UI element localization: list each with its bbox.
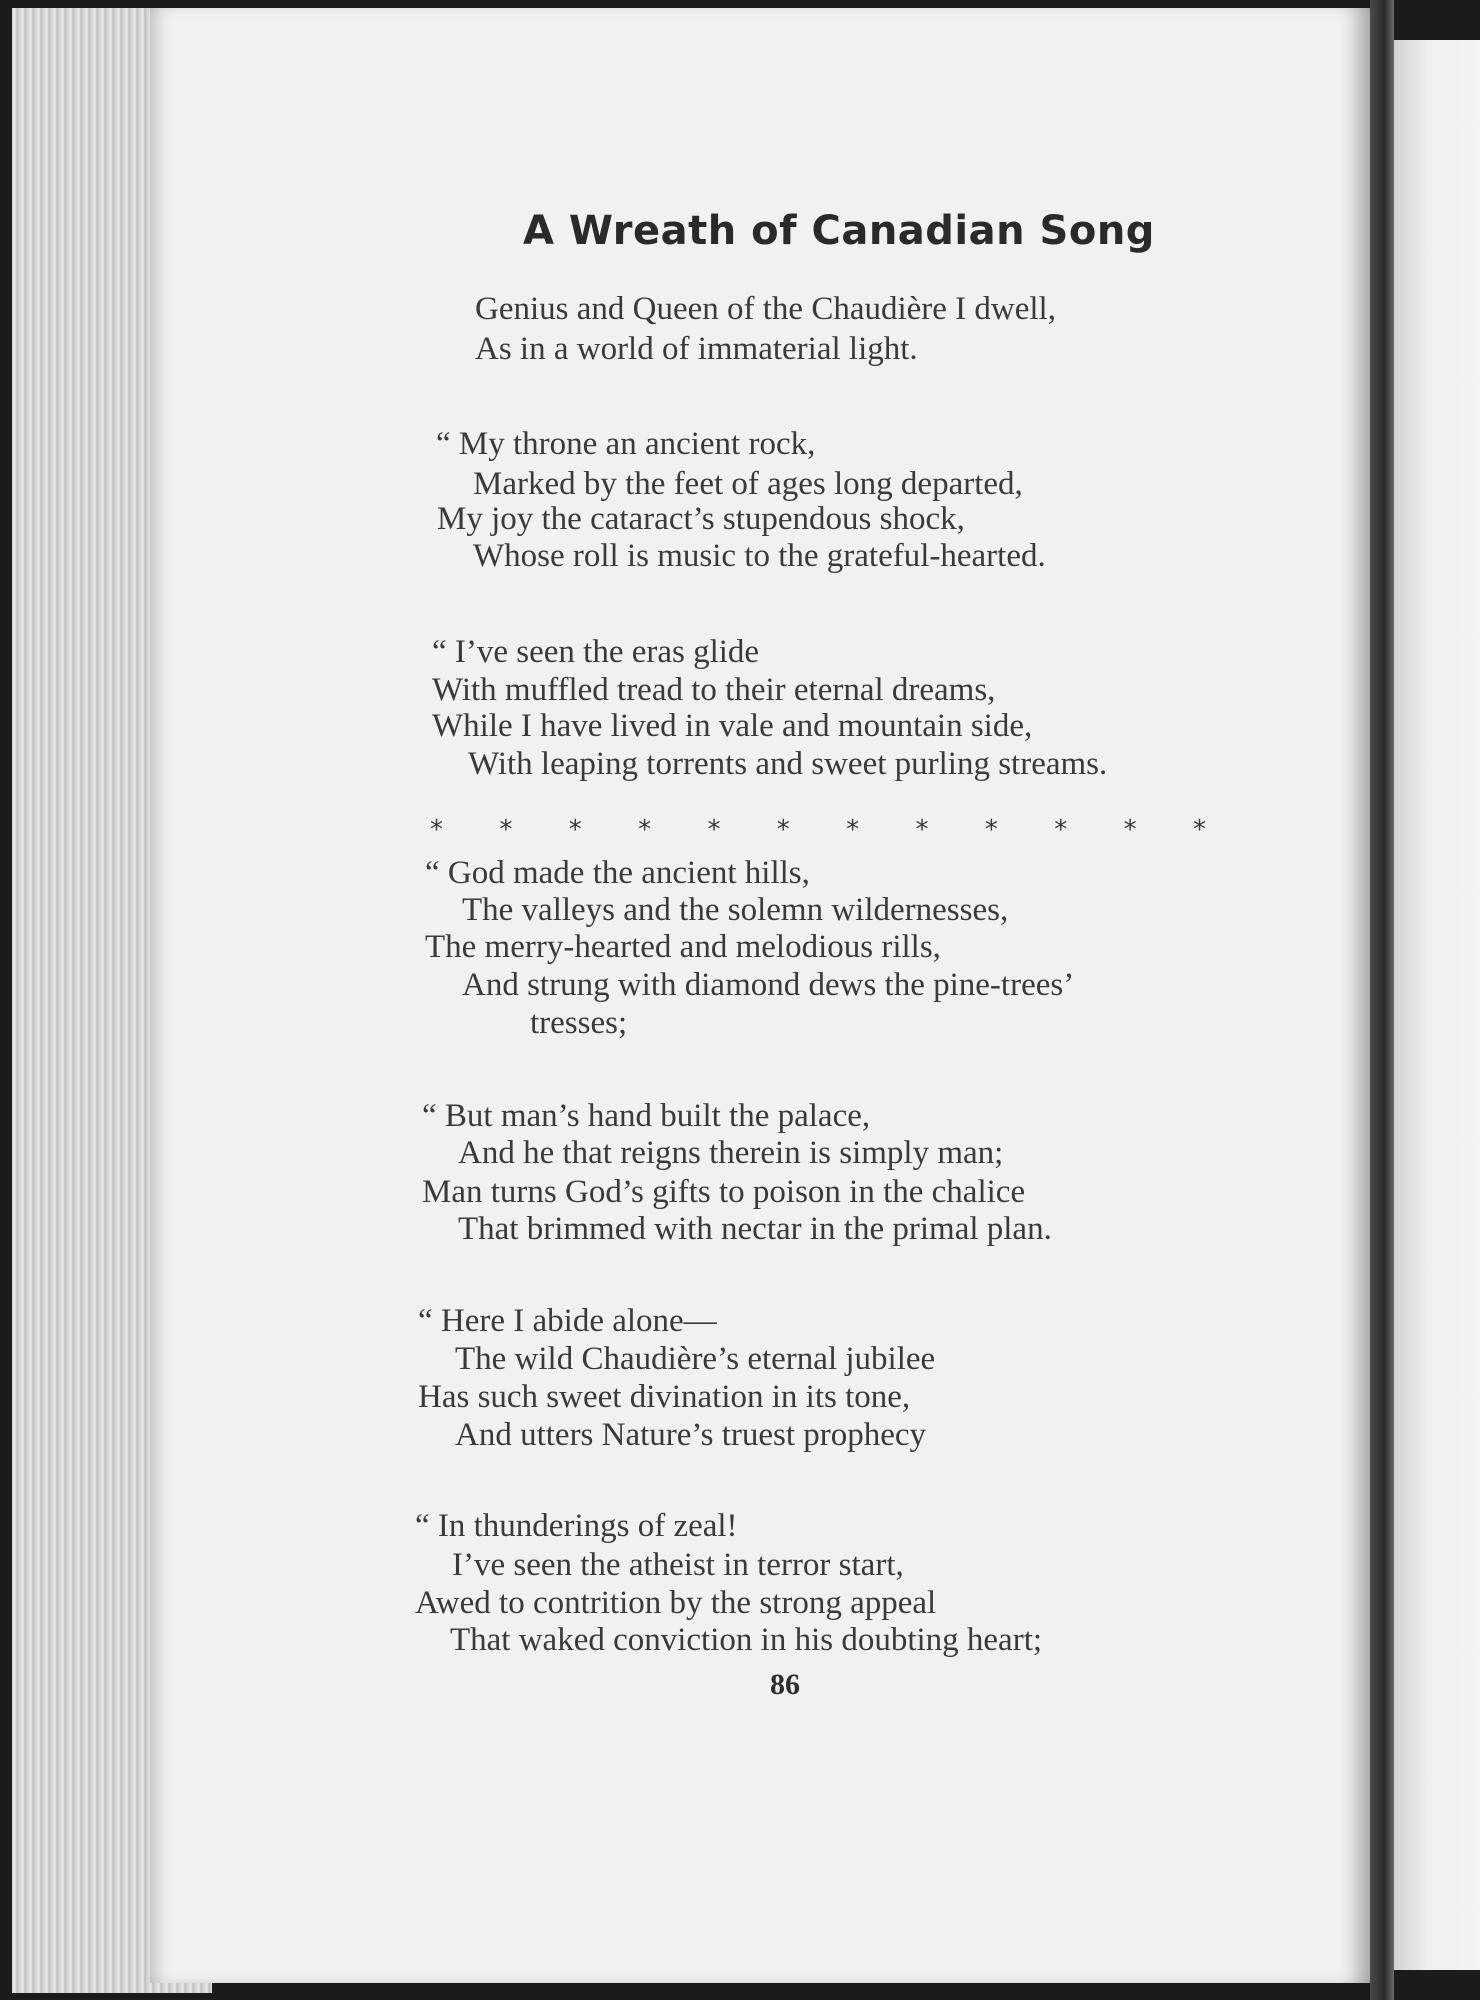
poem-line: And he that reigns therein is simply man;	[458, 1135, 1004, 1171]
poem-line: With leaping torrents and sweet purling streams.	[468, 746, 1108, 782]
poem-line: “ I’ve seen the eras glide	[432, 634, 760, 670]
poem-line: Man turns God’s gifts to poison in the chalice	[422, 1174, 1026, 1210]
separator-asterisk: *	[984, 815, 998, 845]
separator-asterisk: *	[638, 815, 652, 845]
poem-line: I’ve seen the atheist in terror start,	[452, 1547, 904, 1583]
page-number: 86	[770, 1668, 800, 1701]
poem-line: With muffled tread to their eternal dreams,	[432, 672, 996, 708]
poem-line: The wild Chaudière’s eternal jubilee	[455, 1341, 936, 1377]
separator-asterisk: *	[430, 815, 443, 845]
running-head: A Wreath of Canadian Song	[523, 208, 1155, 254]
poem-line: “ My throne an ancient rock,	[436, 426, 816, 462]
poem-line: The valleys and the solemn wildernesses,	[462, 892, 1009, 928]
poem-line: tresses;	[530, 1005, 628, 1041]
poem-line: “ In thunderings of zeal!	[415, 1508, 738, 1544]
facing-page-edge	[1394, 40, 1480, 1970]
poem-line: “ Here I abide alone—	[418, 1303, 717, 1339]
poem-line: That waked conviction in his doubting heart;	[450, 1622, 1043, 1658]
poem-line: The merry-hearted and melodious rills,	[425, 929, 941, 965]
separator-asterisk: *	[1192, 815, 1206, 845]
poem-line: Genius and Queen of the Chaudière I dwell,	[475, 291, 1056, 327]
separator-asterisk: *	[776, 815, 790, 845]
poem-line: “ But man’s hand built the palace,	[422, 1098, 871, 1134]
separator-asterisk: *	[915, 815, 929, 845]
separator-asterisk: *	[568, 815, 582, 845]
poem-line: My joy the cataract’s stupendous shock,	[437, 501, 965, 537]
poem-line: Awed to contrition by the strong appeal	[415, 1585, 937, 1621]
poem-line: As in a world of immaterial light.	[475, 331, 918, 367]
poem-line: And strung with diamond dews the pine-trees’	[462, 967, 1075, 1003]
poem-line: While I have lived in vale and mountain side,	[432, 708, 1033, 744]
separator-asterisk: *	[499, 815, 513, 845]
poem-line: Has such sweet divination in its tone,	[418, 1379, 911, 1415]
separator-asterisk: *	[707, 815, 721, 845]
separator-asterisk: *	[846, 815, 860, 845]
separator-asterisk: *	[1123, 815, 1137, 845]
poem-line: And utters Nature’s truest prophecy	[455, 1417, 927, 1453]
book-spine	[1370, 0, 1394, 2000]
poem-line: Whose roll is music to the grateful-hearted.	[473, 538, 1046, 574]
poem-line: That brimmed with nectar in the primal plan.	[458, 1211, 1052, 1247]
poem-line: “ God made the ancient hills,	[425, 855, 810, 891]
poem-line: Marked by the feet of ages long departed,	[473, 466, 1023, 502]
section-separator	[430, 815, 1206, 845]
separator-asterisk: *	[1054, 815, 1068, 845]
